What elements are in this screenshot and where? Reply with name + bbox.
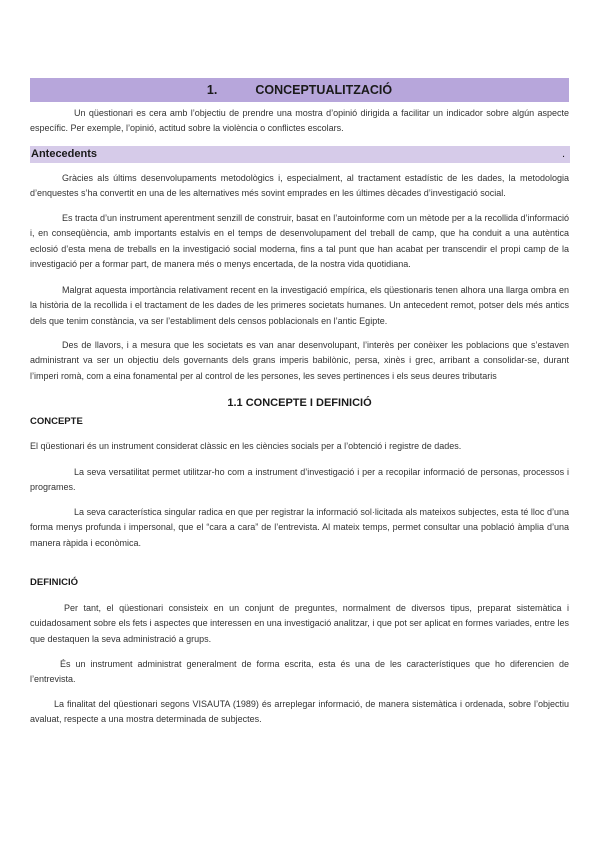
intro-paragraph: Un qüestionari es cera amb l’objectiu de prendre una mostra d’opinió dirigida a facilitar un indicador sobre algún aspecte específic. Per exemple, l’opinió, actitud sobre la violència o conflictes escolars. bbox=[30, 108, 569, 134]
antecedents-heading: Antecedents bbox=[31, 148, 98, 160]
antecedents-paragraph: Gràcies als últims desenvolupaments metodològics i, especialment, al tractament estadístic de les dades, la metodologia d’enquestes s’ha convertit en una de les alternatives més sovint emprades en les últimes dècades d’investigació social. bbox=[30, 173, 569, 199]
antecedents-paragraph: Es tracta d’un instrument aperentment senzill de construir, basat en l’autoinforme com un mètode per a la recollida d’informació i, en conseqüència, amb importants estalvis en el temps de desenvolupament del treball de camp, que ha conduit a una autèntica eclosió d’esta mena de treballs en la investigació social moderna, fins a tal punt que han acabat per transcendir el propi camp de la investigació per a formar part, de manera més o menys encertada, de la nostra vida quotidiana. bbox=[30, 213, 569, 270]
chapter-title-bar bbox=[30, 78, 569, 102]
definicio-paragraph: És un instrument administrat generalment de forma escrita, esta és una de les característiques que ho diferencien de l’entrevista. bbox=[30, 659, 569, 685]
definicio-paragraph: Per tant, el qüestionari consisteix en un conjunt de preguntes, normalment de diversos tipus, preparat sistemàtica i cuidadosament sobre els fets i aspectes que interessen en una investigació analitzar, i que pot ser aplicat en formes variades, entre les que destaquen la seva administració a grups. bbox=[30, 603, 569, 644]
antecedents-paragraph: Malgrat aquesta importància relativament recent en la investigació empírica, els qüestionaris tenen alhora una llarga ombra en la història de la recollida i el tractament de les dades de les primeres societats humanes. Un antecedent remot, potser dels més antics dels que tenim constància, va ser l’establiment dels censos poblacionals en l’antic Egipte. bbox=[30, 285, 569, 326]
antecedents-paragraph: Des de llavors, i a mesura que les societats es van anar desenvolupant, l’interès per conèixer les poblacions que s’estaven administrant va ser un objectiu dels governants dels grans imperis babilònic, persa, xinès i grec, arribant a consolidar-se, durant l’imperi romà, com a eina fonamental per al control de les persones, les seves pertinences i els seus deures tributaris bbox=[30, 340, 569, 381]
antecedents-heading-bar bbox=[30, 146, 570, 163]
section-1-1-heading: 1.1 CONCEPTE I DEFINICIÓ bbox=[227, 397, 372, 409]
concepte-heading: CONCEPTE bbox=[30, 416, 83, 427]
concepte-paragraph: La seva característica singular radica en que per registrar la informació sol·licitada als mateixos subjectes, esta té lloc d’una forma menys profunda i impersonal, que el “cara a cara” de l’entrevista. Al mateix temps, permet consultar una població àmplia d’una manera ràpida i econòmica. bbox=[30, 507, 569, 548]
concepte-paragraph: La seva versatilitat permet utilitzar-ho com a instrument d’investigació i per a recopilar informació de personas, processos i programes. bbox=[30, 467, 569, 493]
concepte-paragraph: El qüestionari és un instrument considerat clàssic en les ciències socials per a l’obtenció i registre de dades. bbox=[30, 441, 462, 451]
chapter-number: 1. bbox=[206, 83, 218, 97]
chapter-title: CONCEPTUALITZACIÓ bbox=[255, 83, 393, 97]
antecedents-trailing-mark: . bbox=[561, 148, 565, 160]
definicio-paragraph: La finalitat del qüestionari segons VISAUTA (1989) és arreplegar informació, de manera sistemàtica i ordenada, sobre l’objectiu avaluat, respecte a una mostra determinada de subjectes. bbox=[30, 699, 569, 725]
definicio-heading: DEFINICIÓ bbox=[30, 577, 79, 588]
